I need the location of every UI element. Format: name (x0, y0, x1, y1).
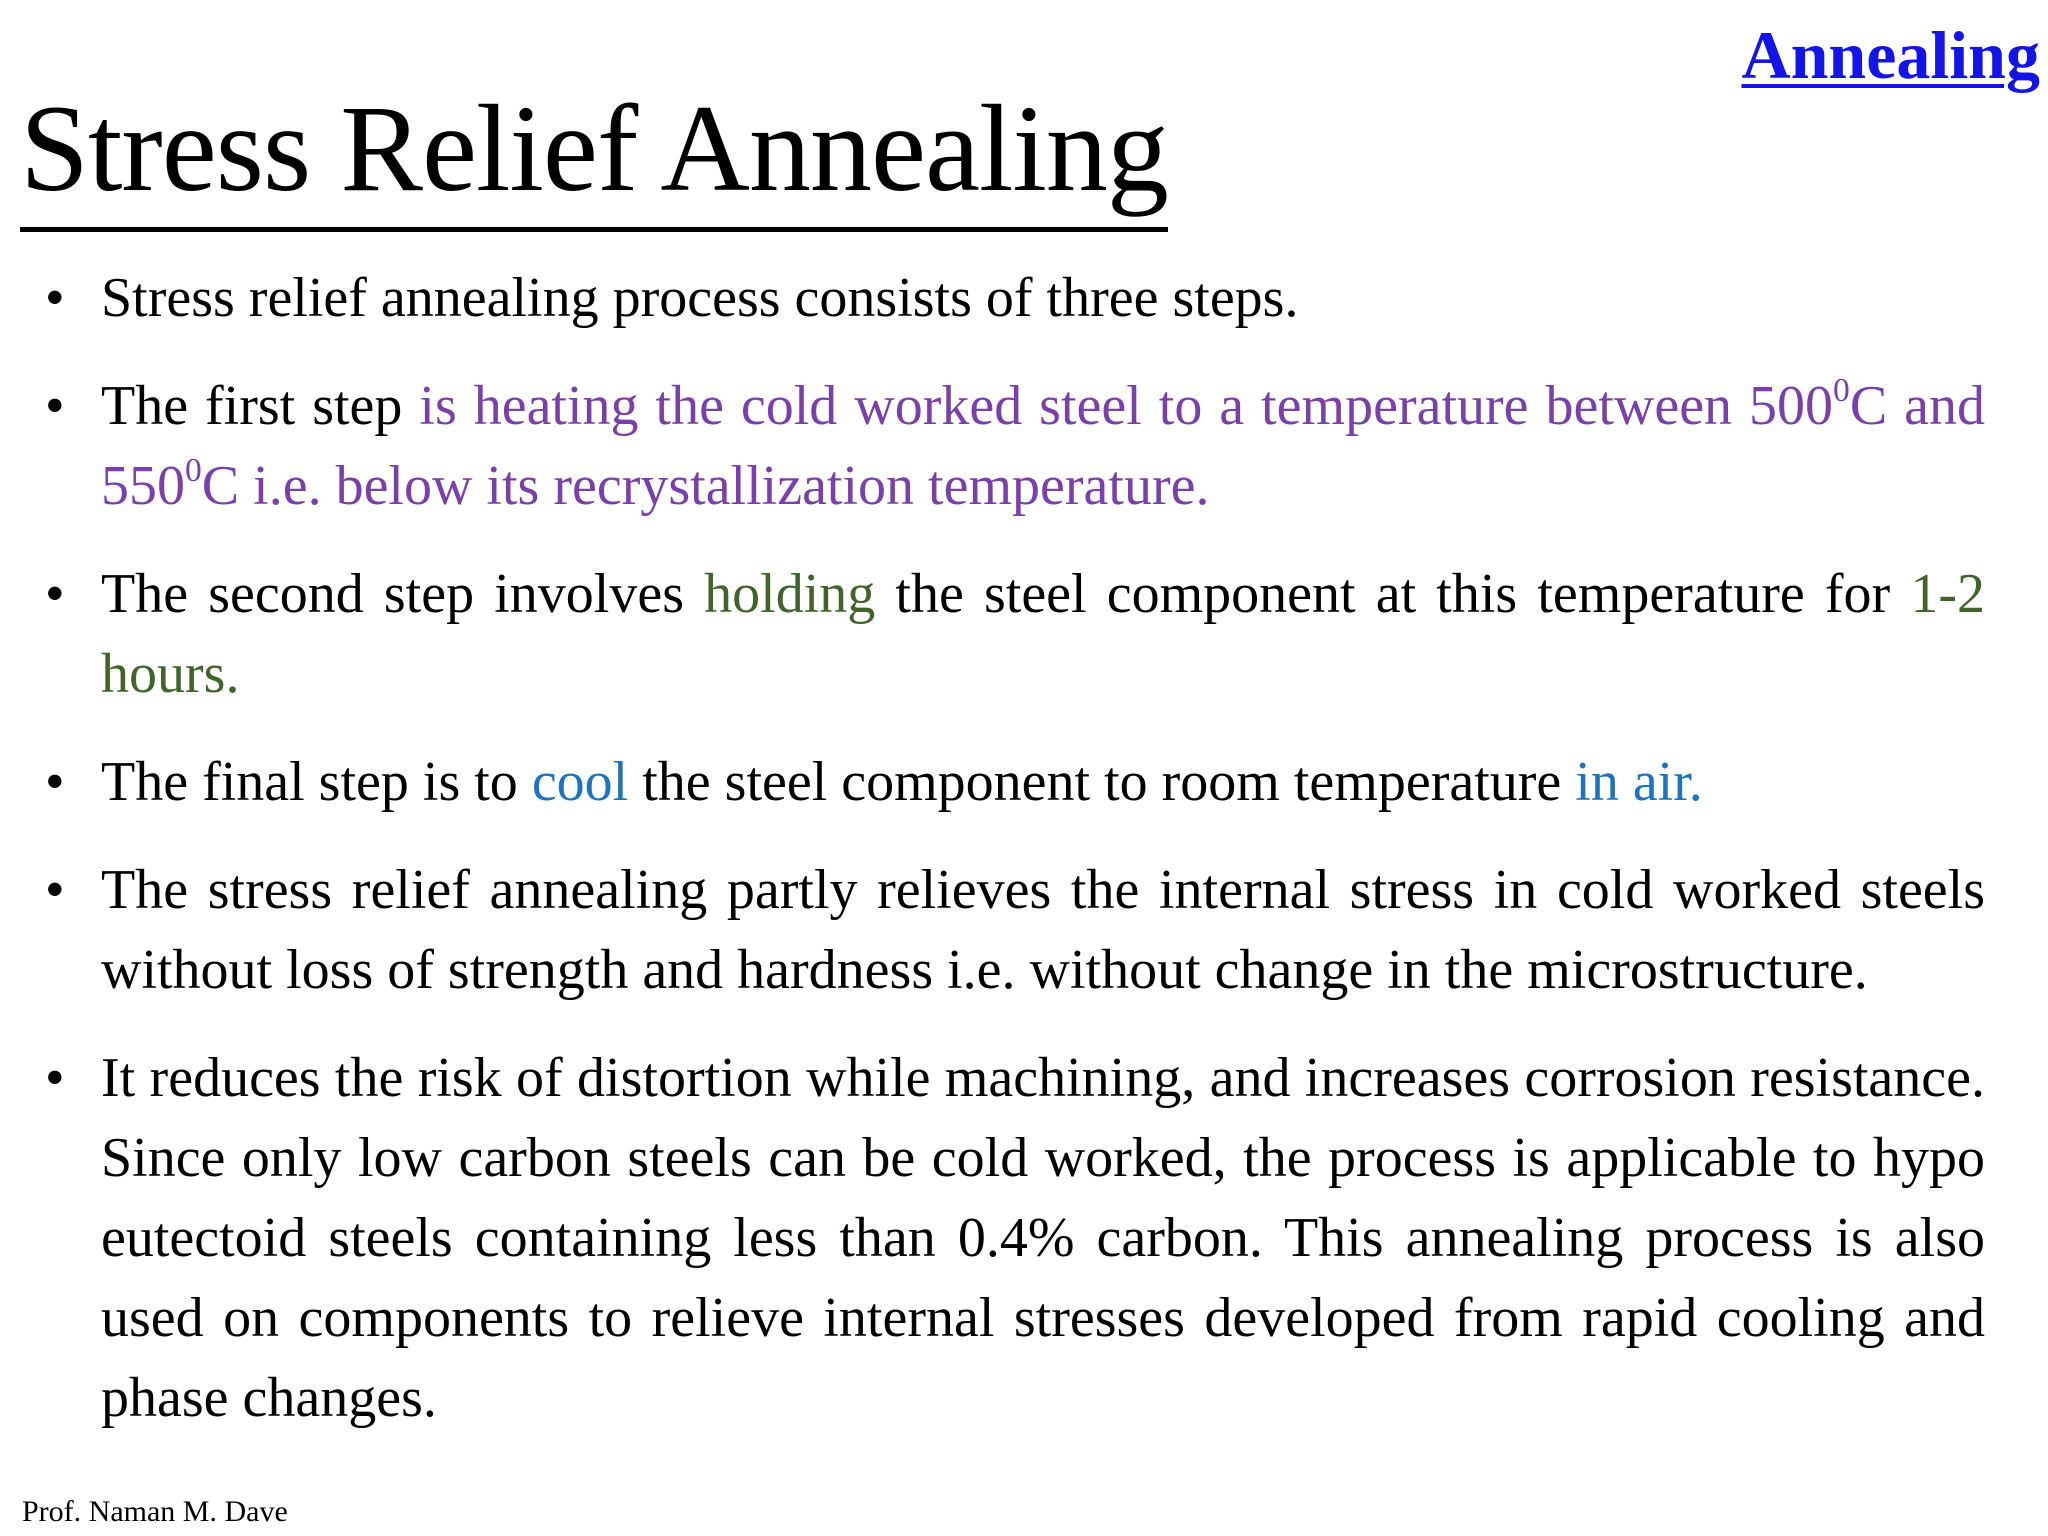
bullet-middle: the steel component to room temperature (628, 751, 1576, 813)
bullet-item-steps-overview (101, 258, 1985, 338)
annealing-link[interactable]: Annealing (1741, 17, 2040, 93)
bullet-item-benefits (101, 1038, 1985, 1438)
degree-superscript: 0 (1833, 372, 1850, 410)
bullet-item-first-step (101, 366, 1985, 526)
heating-highlight-continued: C and 550 (101, 375, 1986, 517)
bullet-lead: The second step involves (101, 563, 705, 625)
bullet-item-internal-stress (101, 850, 1985, 1010)
cool-highlight: cool (531, 751, 629, 813)
bullet-lead: The first step (101, 375, 420, 437)
bullet-item-final-step (101, 742, 1985, 822)
slide-title-text: Stress Relief Annealing (20, 78, 1168, 232)
bullet-text: The stress relief annealing partly relieves the internal stress in cold worked steels without loss of strength and hardness i.e. without change in the microstructure. (101, 859, 1985, 1001)
heating-highlight-end: C i.e. below its recrystallization temperature. (201, 455, 1210, 517)
duration-highlight: 1-2 hours. (101, 563, 1985, 705)
author-footer: Prof. Naman M. Dave (22, 1495, 288, 1528)
bullet-lead: The final step is to (101, 751, 532, 813)
bullet-list (0, 258, 1985, 1466)
holding-highlight: holding (704, 563, 876, 625)
bullet-text: It reduces the risk of distortion while machining, and increases corrosion resistance. Since only low carbon steels can be cold worked, the process is applicable to hypo eutectoid steels containing less than 0.4% carbon. This annealing process is also used on components to relieve internal stresses developed from rapid cooling and phase changes. (101, 1047, 1985, 1429)
bullet-text: Stress relief annealing process consists of three steps. (101, 267, 1299, 329)
degree-superscript: 0 (185, 452, 202, 490)
heating-highlight: is heating the cold worked steel to a temperature between 500 (419, 375, 1834, 437)
bullet-middle: the steel component at this temperature for (875, 563, 1911, 625)
in-air-highlight: in air. (1575, 751, 1703, 813)
slide-title (20, 78, 1168, 232)
bullet-item-second-step (101, 554, 1985, 714)
